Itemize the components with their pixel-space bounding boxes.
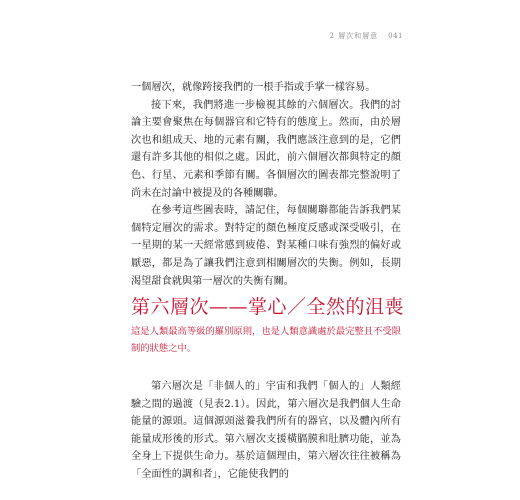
paragraph: 接下來，我們將進一步檢視其餘的六個層次。我們的討論主要會聚焦在每個器官和它特有的態度上。然而，由於層次也和組成天、地的元素有關，我們應該注意到的是，它們還有許多其他的相似之處。因此，前六個層次都與特定的顏色、行星、元素和季節有關。各個層次的圖表都完整說明了尚未在討論中被提及的各種關聯。 <box>131 99 401 199</box>
section-heading: 第六層次——掌心／全然的沮喪 <box>131 296 405 318</box>
paragraph: 在參考這些圖表時，請記住，每個關聯都能告訴我們某個特定層次的需求。對特定的顏色極度反感或深受吸引，在一星期的某一天經常感到疲倦、對某種口味有強烈的偏好或厭惡，都是為了讓我們注意到相關層次的失衡。例如，長期渴望甜食就與第一層次的失衡有關。 <box>131 205 401 287</box>
paragraph: 第六層次是「非個人的」宇宙和我們「個人的」人類經驗之間的過渡（見表2.1）。因此，第六層次是我們個人生命能量的源頭。這個源頭滋養我們所有的器官，以及體內所有能量成形後的形式。第六層次支援橫膈膜和肚臍功能，並為全身上下提供生命力。基於這個理由，第六層次往往被稱為「全面性的調和者」，它能使我們的 <box>131 381 401 480</box>
chapter-label: 2 層次和層意 <box>329 32 379 40</box>
section-epigraph: 這是人類最高等級的羅別原則，也是人類意識處於最完整且不受限制的狀態之中。 <box>131 326 401 354</box>
body-text-lower <box>131 378 401 484</box>
page-number: 041 <box>388 32 403 40</box>
paragraph: 一個層次，就像跨接我們的一根手指或手掌一樣容易。 <box>131 82 376 93</box>
running-header <box>329 31 403 41</box>
body-text-upper <box>131 79 401 290</box>
